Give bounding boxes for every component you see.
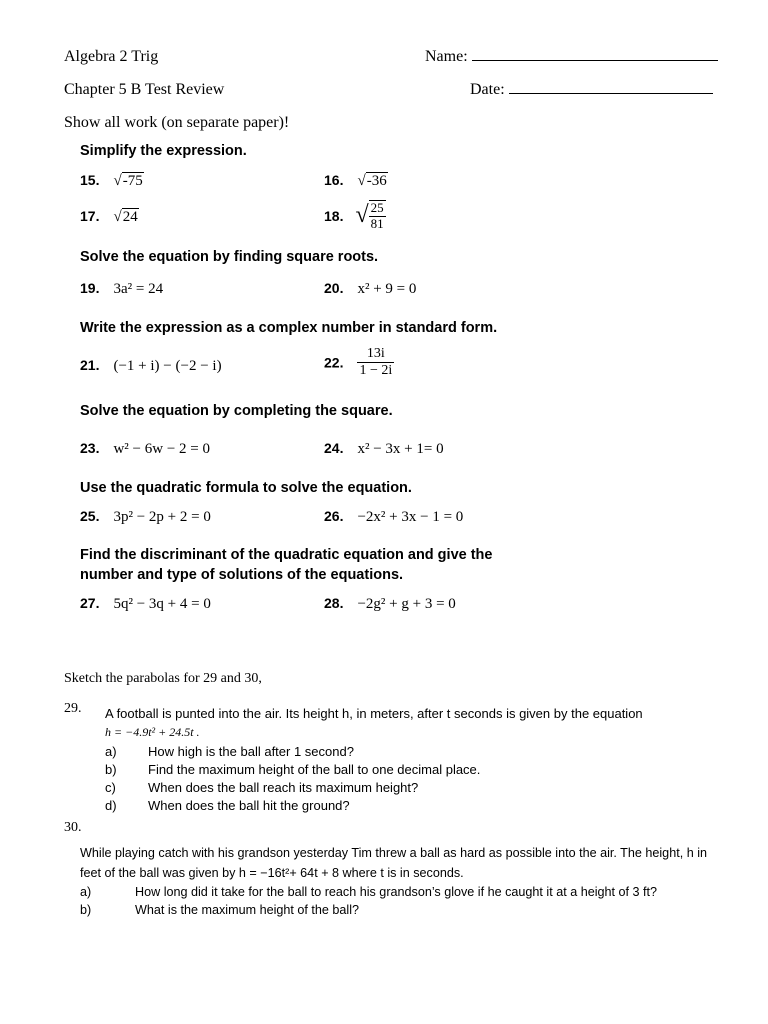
- problem-28: [324, 595, 456, 613]
- equation: 3p² − 2p + 2 = 0: [113, 509, 211, 525]
- question-29-part-c: [105, 780, 419, 795]
- problem-number: 16.: [324, 172, 344, 188]
- question-29-part-a: [105, 744, 354, 759]
- problem-20: [324, 280, 416, 298]
- problem-18: [324, 200, 386, 232]
- equation: x² − 3x + 1= 0: [357, 441, 444, 457]
- question-29-number: 29.: [64, 701, 82, 716]
- part-label: d): [105, 798, 117, 813]
- question-29-part-d: [105, 798, 350, 813]
- problem-number: 19.: [80, 280, 100, 296]
- name-blank[interactable]: [472, 60, 718, 61]
- date-field[interactable]: [470, 81, 713, 99]
- part-text: How long did it take for the ball to reach his grandson’s glove if he caught it at a height of 3 ft?: [135, 885, 658, 899]
- problem-number: 17.: [80, 208, 100, 224]
- section-complex: Write the expression as a complex number in standard form.: [80, 320, 498, 336]
- radical-expression: √24: [113, 209, 138, 225]
- part-text: When does the ball hit the ground?: [148, 798, 350, 813]
- question-30-line2: feet of the ball was given by h = −16t²+ 64t + 8 where t is in seconds.: [80, 866, 464, 880]
- question-30-number: 30.: [64, 820, 82, 835]
- radical-fraction: $\frac{25}{81}$: [370, 200, 384, 231]
- part-text: How high is the ball after 1 second?: [148, 744, 354, 759]
- equation: x² + 9 = 0: [357, 281, 417, 297]
- problem-number: 25.: [80, 508, 100, 524]
- course-title: Algebra 2 Trig: [64, 48, 159, 65]
- part-text: What is the maximum height of the ball?: [135, 903, 359, 917]
- problem-16: [324, 172, 388, 190]
- problem-number: 27.: [80, 595, 100, 611]
- section-completing-square: Solve the equation by completing the square.: [80, 403, 393, 419]
- part-text: When does the ball reach its maximum height?: [148, 780, 419, 795]
- radical-expression: √-36: [357, 173, 387, 189]
- section-discriminant-line1: Find the discriminant of the quadratic equation and give the: [80, 547, 493, 563]
- problem-15: [80, 172, 144, 190]
- problem-number: 18.: [324, 207, 344, 224]
- part-label: a): [105, 744, 117, 759]
- question-29-equation: h = −4.9t² + 24.5t .: [105, 725, 200, 739]
- problem-26: [324, 508, 463, 526]
- instruction: Show all work (on separate paper)!: [64, 114, 290, 131]
- equation: −2x² + 3x − 1 = 0: [357, 509, 464, 525]
- problem-number: 26.: [324, 508, 344, 524]
- problem-17: [80, 208, 139, 226]
- section-discriminant-line2: number and type of solutions of the equations.: [80, 567, 404, 583]
- question-30-part-a: [80, 885, 658, 899]
- question-29-text: A football is punted into the air. Its height h, in meters, after t seconds is given by the equation: [105, 706, 643, 721]
- section-square-roots: Solve the equation by finding square roots.: [80, 249, 379, 265]
- problem-19: [80, 280, 163, 298]
- equation: w² − 6w − 2 = 0: [113, 441, 211, 457]
- equation: 3a² = 24: [113, 281, 164, 297]
- problem-27: [80, 595, 211, 613]
- equation: −2g² + g + 3 = 0: [357, 596, 456, 612]
- name-label: Name:: [425, 48, 468, 65]
- date-label: Date:: [470, 81, 505, 98]
- question-30-part-b: [80, 903, 359, 917]
- problem-number: 24.: [324, 440, 344, 456]
- expression: (−1 + i) − (−2 − i): [113, 358, 222, 374]
- radical-sign: √: [355, 202, 369, 229]
- name-field[interactable]: [425, 48, 718, 66]
- problem-25: [80, 508, 211, 526]
- date-blank[interactable]: [509, 93, 713, 94]
- part-label: b): [105, 762, 117, 777]
- complex-fraction: $\frac{13i}{1 - 2i}$: [359, 346, 393, 379]
- section-quadratic-formula: Use the quadratic formula to solve the equation.: [80, 480, 412, 496]
- equation: 5q² − 3q + 4 = 0: [113, 596, 211, 612]
- problem-number: 20.: [324, 280, 344, 296]
- problem-number: 15.: [80, 172, 100, 188]
- section-simplify: Simplify the expression.: [80, 143, 247, 159]
- question-30-line1: While playing catch with his grandson yesterday Tim threw a ball as hard as possible into the air. The height, h in: [80, 846, 707, 860]
- part-label: b): [80, 903, 92, 917]
- problem-24: [324, 440, 444, 458]
- part-text: Find the maximum height of the ball to one decimal place.: [148, 762, 481, 777]
- problem-number: 23.: [80, 440, 100, 456]
- problem-number: 22.: [324, 354, 344, 371]
- part-label: c): [105, 780, 116, 795]
- question-29-part-b: [105, 762, 481, 777]
- part-label: a): [80, 885, 92, 899]
- sketch-note: Sketch the parabolas for 29 and 30,: [64, 671, 262, 686]
- problem-23: [80, 440, 210, 458]
- problem-21: [80, 357, 222, 375]
- problem-number: 21.: [80, 357, 100, 373]
- problem-22: [324, 346, 394, 379]
- chapter-title: Chapter 5 B Test Review: [64, 81, 225, 98]
- problem-number: 28.: [324, 595, 344, 611]
- radical-expression: √-75: [113, 173, 143, 189]
